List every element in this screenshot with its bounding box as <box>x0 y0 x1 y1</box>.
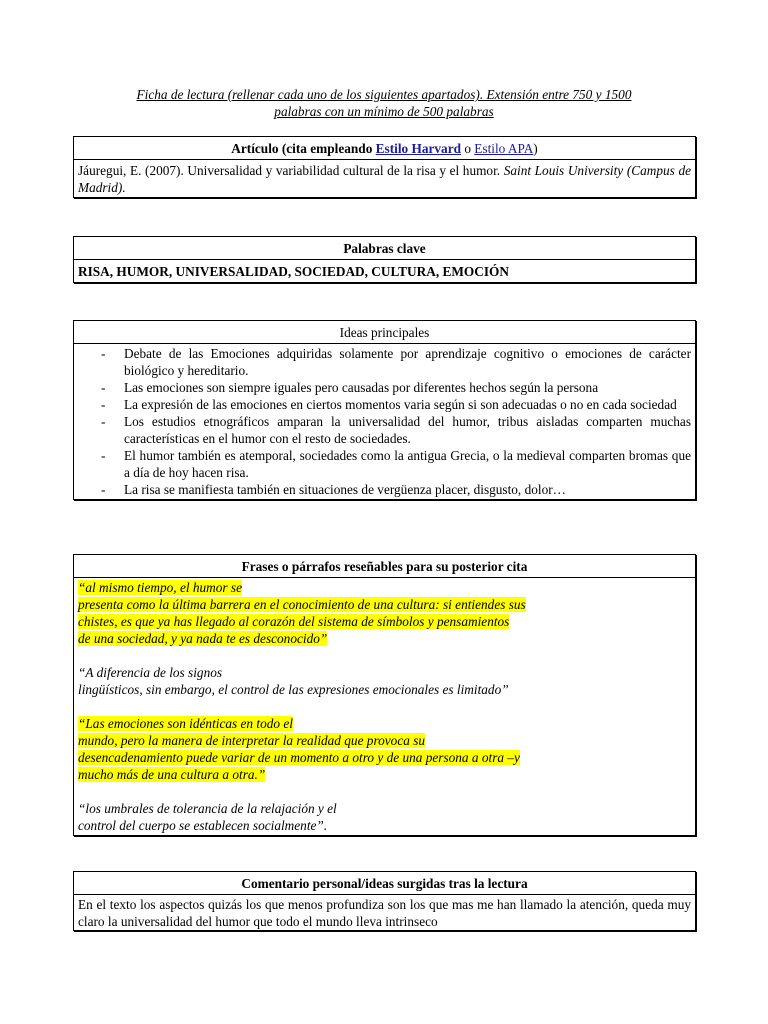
comentario-text: En el texto los aspectos quizás los que menos profundiza son los que mas me han llamado la atención, queda muy claro la universalidad del humor que todo el mundo lleva intrinseco <box>78 897 691 929</box>
ideas-list <box>78 345 691 498</box>
ideas-box <box>73 320 696 500</box>
bullet-dash: - <box>101 346 106 361</box>
quote-line: “al mismo tiempo, el humor se <box>78 580 242 595</box>
articulo-citation <box>74 160 695 197</box>
frases-title: Frases o párrafos reseñables para su posterior cita <box>74 555 695 578</box>
idea-item <box>78 447 691 481</box>
quote-line: mucho más de una cultura a otra.” <box>78 767 266 782</box>
comentario-title: Comentario personal/ideas surgidas tras la lectura <box>74 872 695 895</box>
quote-line: desencadenamiento puede variar de un momento a otro y de una persona a otra –y <box>78 750 520 765</box>
idea-text: Las emociones son siempre iguales pero causadas por diferentes hechos según la persona <box>124 380 599 395</box>
idea-item <box>78 379 691 396</box>
quote-block <box>78 800 691 834</box>
idea-text: El humor también es atemporal, sociedades como la antigua Grecia, o la medieval comparten bromas que a día de hoy hacen risa. <box>124 448 691 480</box>
idea-text: Los estudios etnográficos amparan la universalidad del humor, tribus aisladas comparten muchas características en el humor con el resto de sociedades. <box>124 414 691 446</box>
ideas-body <box>74 344 695 499</box>
apa-link[interactable]: Estilo APA <box>474 141 534 156</box>
citation-italic: Saint Louis University (Campus de Madrid). <box>78 163 691 195</box>
ideas-title: Ideas principales <box>74 321 695 344</box>
frases-body <box>74 578 695 835</box>
quote-block <box>78 715 691 783</box>
frases-box <box>73 554 696 836</box>
bullet-dash: - <box>101 380 106 395</box>
quote-block <box>78 664 691 698</box>
idea-item <box>78 345 691 379</box>
quote-block <box>78 579 691 647</box>
bullet-dash: - <box>101 448 106 463</box>
citation-plain: Jáuregui, E. (2007). Universalidad y variabilidad cultural de la risa y el humor. <box>78 163 504 178</box>
idea-item <box>78 396 691 413</box>
comentario-body <box>74 895 695 930</box>
quote-line: de una sociedad, y ya nada te es desconocido” <box>78 631 328 646</box>
articulo-title-suffix: ) <box>533 141 538 156</box>
articulo-box <box>73 136 696 198</box>
idea-text: La risa se manifiesta también en situaciones de vergüenza placer, disgusto, dolor… <box>124 482 566 497</box>
quote-line: lingüísticos, sin embargo, el control de las expresiones emocionales es limitado” <box>78 682 509 697</box>
harvard-link[interactable]: Estilo Harvard <box>375 141 461 156</box>
header-line-2: palabras con un mínimo de 500 palabras <box>274 104 494 119</box>
comentario-box <box>73 871 696 931</box>
bullet-dash: - <box>101 482 106 497</box>
quote-line: “A diferencia de los signos <box>78 665 223 680</box>
articulo-title-prefix: Artículo (cita empleando <box>231 141 376 156</box>
bullet-dash: - <box>101 397 106 412</box>
articulo-title-connector: o <box>461 141 475 156</box>
quote-line: mundo, pero la manera de interpretar la realidad que provoca su <box>78 733 426 748</box>
idea-item <box>78 413 691 447</box>
palabras-value: RISA, HUMOR, UNIVERSALIDAD, SOCIEDAD, CULTURA, EMOCIÓN <box>78 264 509 279</box>
quote-line: “los umbrales de tolerancia de la relajación y el <box>78 801 337 816</box>
idea-item <box>78 481 691 498</box>
quote-line: “Las emociones son idénticas en todo el <box>78 716 293 731</box>
idea-text: Debate de las Emociones adquiridas solamente por aprendizaje cognitivo o emociones de carácter biológico y hereditario. <box>124 346 691 378</box>
quote-line: presenta como la última barrera en el conocimiento de una cultura: si entiendes sus <box>78 597 526 612</box>
quote-line: chistes, es que ya has llegado al corazón del sistema de símbolos y pensamientos <box>78 614 510 629</box>
bullet-dash: - <box>101 414 106 429</box>
idea-text: La expresión de las emociones en ciertos momentos varia según si son adecuadas o no en cada sociedad <box>124 397 677 412</box>
articulo-title <box>74 137 695 160</box>
document-header <box>92 86 676 120</box>
header-line-1: Ficha de lectura (rellenar cada uno de los siguientes apartados). Extensión entre 750 y 1500 <box>136 87 632 102</box>
quote-line: control del cuerpo se establecen socialmente”. <box>78 818 328 833</box>
palabras-box <box>73 236 696 283</box>
palabras-title: Palabras clave <box>74 237 695 260</box>
